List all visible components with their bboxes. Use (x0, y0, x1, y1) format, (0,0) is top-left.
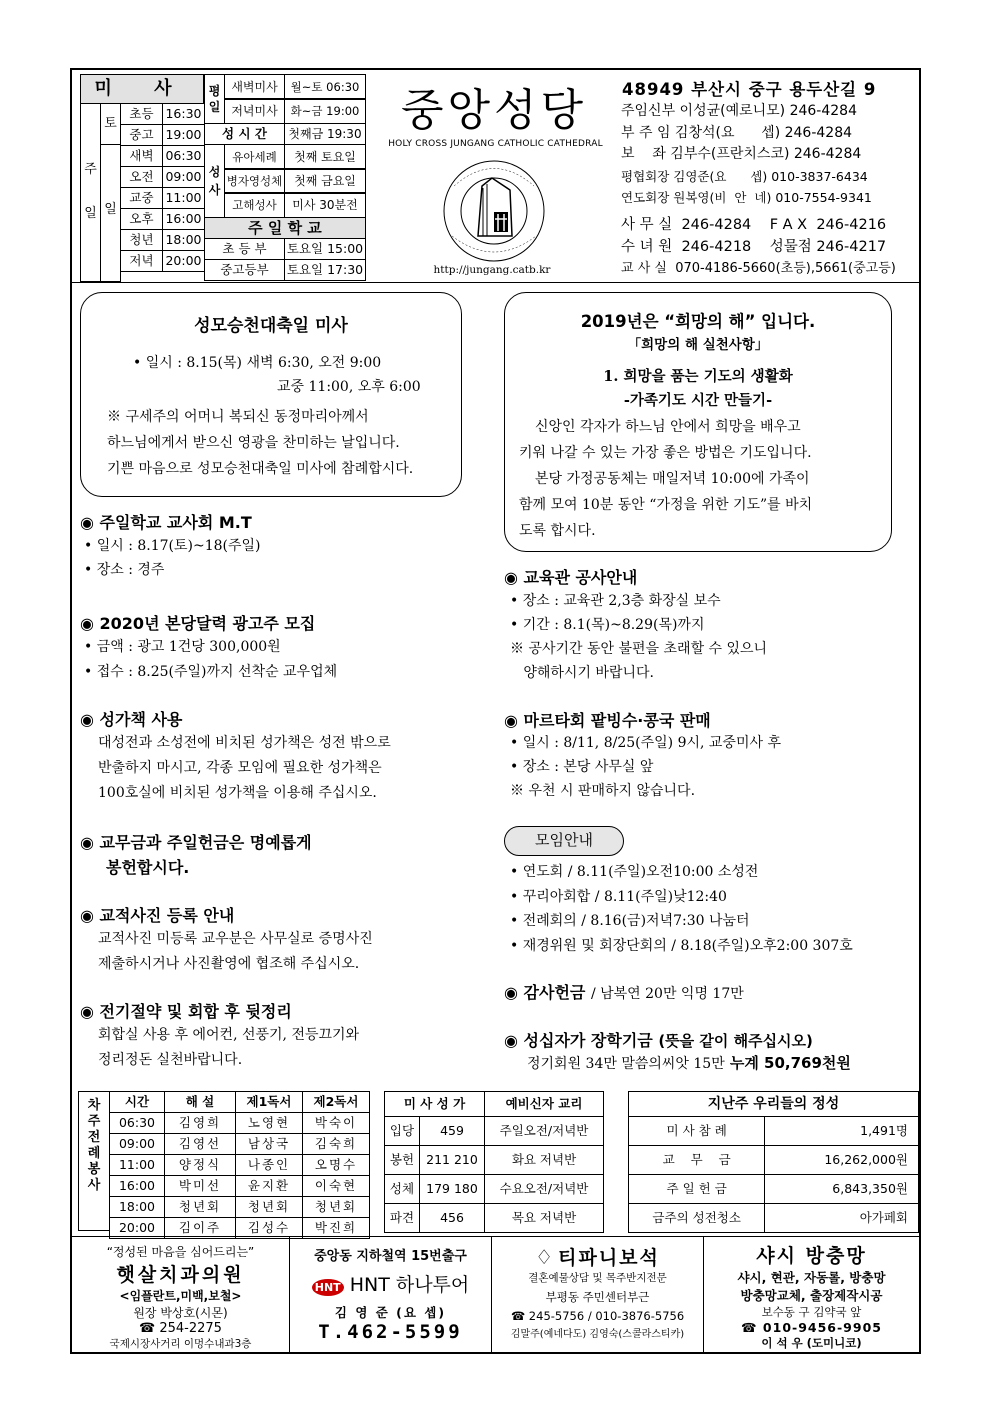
ad-window-title: 샤시 방충망 (756, 1245, 867, 1267)
bullet-icon: ◉ (504, 568, 524, 587)
bulletin-page (70, 68, 921, 1354)
hope-body-2: 키워 나갈 수 있는 가장 좋은 방법은 기도입니다. (519, 445, 812, 461)
service-cell: 남상국 (236, 1134, 303, 1155)
stats-cell: 주 일 헌 금 (629, 1175, 765, 1204)
section-teacher-mt-title: ◉ 주일학교 교사회 M.T (80, 513, 252, 532)
bullet-icon: ◉ (504, 983, 524, 1002)
header-divider (72, 282, 919, 283)
bullet-icon: ◉ (504, 711, 524, 730)
assumption-mass-box (80, 292, 462, 497)
section-teacher-mt-line-1: • 일시 : 8.17(토)~18(주일) (84, 538, 261, 554)
service-cell: 김성수 (236, 1218, 303, 1239)
assumption-line-2: 교중 11:00, 오후 6:00 (277, 379, 421, 395)
school-row-label: 중고등부 (204, 259, 285, 281)
service-cell: 이숙현 (303, 1176, 370, 1197)
meetings-label: 모임안내 (504, 826, 624, 856)
hope-item: 1. 희망을 품는 기도의 생활화 (603, 368, 793, 385)
section-hymnal-line-1: 대성전과 소성전에 비치된 성가책은 성전 밖으로 (98, 735, 391, 751)
office-contacts (621, 214, 921, 280)
weekday-row-time: 화~금 19:00 (284, 98, 366, 124)
website-url: http://jungang.catb.kr (433, 264, 551, 276)
school-row-time: 토요일 17:30 (284, 259, 366, 281)
staff-entry: 부 주 임 김창석(요 셉) 246-4284 (621, 124, 853, 141)
mass-row-time: 20:00 (162, 250, 205, 272)
section-teacher-mt-line-2: • 장소 : 경주 (84, 562, 165, 578)
service-cell: 11:00 (110, 1155, 165, 1176)
sunday-label-1: 주 (84, 162, 97, 177)
mass-row-time: 18:00 (162, 229, 205, 251)
hope-body-1: 신앙인 각자가 하느님 안에서 희망을 배우고 (535, 419, 801, 435)
office-contact: 사 무 실 246-4284 F A X 246-4216 (621, 217, 887, 233)
ads-row (72, 1236, 919, 1353)
bullet-icon: ◉ (80, 1002, 100, 1021)
adoration-label: 성 시 간 (204, 123, 285, 145)
service-cell: 노영현 (236, 1113, 303, 1134)
sunday-col (80, 103, 101, 282)
weekday-row-label: 저녁미사 (224, 98, 285, 124)
school-title: 주 일 학 교 (204, 217, 366, 239)
service-cell: 김이주 (165, 1218, 236, 1239)
section-calendar-line-1: • 금액 : 광고 1건당 300,000원 (84, 639, 281, 655)
stats-cell: 아가페회 (765, 1204, 919, 1233)
address: 48949 부산시 중구 용두산길 9 (622, 80, 877, 99)
mass-row-label: 오후 (120, 208, 163, 230)
ad-tiffany-jewelry (492, 1237, 704, 1352)
ad-dental-phone: ☎ 254-2275 (139, 1321, 222, 1336)
choir-cell: 화요 저녁반 (485, 1146, 604, 1175)
choir-catechism-table (384, 1091, 604, 1233)
section-construction-line-4: 양해하시기 바랍니다. (510, 665, 654, 681)
section-hymnal-line-2: 반출하지 마시고, 각종 모임에 필요한 성가책은 (98, 760, 382, 776)
ad-tiffany-desc: 결혼예물상담 및 목주반지전문 (528, 1272, 667, 1284)
choir-cell: 459 (420, 1117, 485, 1146)
stats-title: 지난주 우리들의 정성 (629, 1092, 919, 1117)
service-header: 제1독서 (236, 1092, 303, 1113)
bullet-icon: ◉ (80, 710, 100, 729)
ad-tiffany-title-row: ♢ 티파니보석 (535, 1245, 660, 1269)
section-construction-line-1: • 장소 : 교육관 2,3층 화장실 보수 (510, 593, 721, 609)
ad-window-screen (704, 1237, 919, 1352)
service-cell: 박미선 (165, 1176, 236, 1197)
ad-hanatour-location: 중앙동 지하철역 15번출구 (314, 1249, 467, 1264)
ad-hanatour (290, 1237, 492, 1352)
service-cell: 양정식 (165, 1155, 236, 1176)
ad-window-services: 샤시, 현관, 자동롤, 방충망 (737, 1270, 886, 1285)
sacrament-row-label: 유아세례 (224, 144, 285, 170)
bullet-icon: ◉ (80, 614, 100, 633)
section-construction-title: ◉ 교육관 공사안내 (504, 568, 638, 587)
mass-row-label: 저녁 (120, 250, 163, 272)
ad-dental-services: <임플란트,미백,보철> (119, 1289, 242, 1303)
stats-cell: 16,262,000원 (765, 1146, 919, 1175)
service-cell: 06:30 (110, 1113, 165, 1134)
choir-cell: 입당 (385, 1117, 420, 1146)
service-cell: 나종인 (236, 1155, 303, 1176)
ad-hanatour-agent: 김 영 준 (요 셉) (334, 1305, 447, 1320)
bullet-icon: ◉ (504, 1031, 524, 1050)
choir-cell: 수요오전/저녁반 (485, 1175, 604, 1204)
school-row-time: 토요일 15:00 (284, 238, 366, 260)
diamond-icon: ♢ (535, 1245, 554, 1269)
stats-cell: 6,843,350원 (765, 1175, 919, 1204)
choir-cell: 성체 (385, 1175, 420, 1204)
bullet-icon: ◉ (80, 906, 100, 925)
section-construction-line-2: • 기간 : 8.1(목)~8.29(목)까지 (510, 617, 705, 633)
bullet-icon: ◉ (80, 513, 100, 532)
meeting-item: • 연도회 / 8.11(주일)오전10:00 소성전 (510, 864, 759, 880)
service-cell: 오명수 (303, 1155, 370, 1176)
hope-year-box (504, 292, 892, 552)
staff-entry: 주임신부 이성균(예로니모) 246-4284 (621, 103, 857, 119)
hanatour-logo-icon: HNT (312, 1279, 344, 1296)
page-subtitle: HOLY CROSS JUNGANG CATHOLIC CATHEDRAL (388, 139, 603, 149)
offering-stats-table (628, 1091, 919, 1233)
mass-row-time: 06:30 (162, 145, 205, 167)
ad-tiffany-location: 부평동 주민센터부근 (545, 1290, 650, 1304)
ad-tiffany-phone: ☎ 245-5756 / 010-3876-5756 (510, 1309, 685, 1323)
ad-window-location: 보수동 구 김약국 앞 (761, 1305, 862, 1319)
section-hymnal-title: ◉ 성가책 사용 (80, 710, 183, 729)
meeting-item: • 전례회의 / 8.16(금)저녁7:30 나눔터 (510, 913, 750, 929)
stats-cell: 교 무 금 (629, 1146, 765, 1175)
mass-row-label: 오전 (120, 166, 163, 188)
choir-cell: 456 (420, 1204, 485, 1233)
service-cell: 김숙희 (303, 1134, 370, 1155)
stats-cell: 미 사 참 례 (629, 1117, 765, 1146)
assumption-line-1: • 일시 : 8.15(목) 새벽 6:30, 오전 9:00 (133, 355, 382, 371)
service-cell: 청년회 (236, 1197, 303, 1218)
ad-dental-tagline: “정성된 마음을 심어드리는” (106, 1245, 255, 1259)
sacrament-row-value: 미사 30분전 (284, 192, 366, 218)
choir-cell: 목요 저녁반 (485, 1204, 604, 1233)
mass-row-label: 청년 (120, 229, 163, 251)
section-martha-line-2: • 장소 : 본당 사무실 앞 (510, 759, 654, 775)
sacrament-label: 성 사 (204, 144, 225, 218)
sacrament-row-value: 첫째 토요일 (284, 144, 366, 170)
liturgy-service-table (78, 1091, 380, 1235)
choir-cell: 주일오전/저녁반 (485, 1117, 604, 1146)
staff-list (621, 101, 921, 209)
choir-cell: 봉헌 (385, 1146, 420, 1175)
staff-entry: 평협회장 김영준(요 셉) 010-3837-6434 (621, 168, 868, 184)
hope-item-2: -가족기도 시간 만들기- (623, 392, 773, 409)
service-cell: 김영선 (165, 1134, 236, 1155)
section-martha-line-1: • 일시 : 8/11, 8/25(주일) 9시, 교중미사 후 (510, 735, 781, 751)
service-cell: 09:00 (110, 1134, 165, 1155)
section-photo-title: ◉ 교적사진 등록 안내 (80, 906, 235, 925)
hope-body-3: 본당 가정공동체는 매일저녁 10:00에 가족이 (535, 471, 810, 487)
cathedral-seal-logo (434, 156, 554, 266)
ad-window-phone: ☎ 010-9456-9905 (741, 1320, 882, 1335)
school-row-label: 초 등 부 (204, 238, 285, 260)
hope-body-5: 도록 합시다. (519, 523, 596, 539)
weekday-row-label: 새벽미사 (224, 74, 285, 100)
weekday-label: 평 일 (204, 74, 225, 124)
mass-row-time: 19:00 (162, 124, 205, 146)
ad-hanatour-phone: T.462-5599 (318, 1321, 463, 1343)
section-offering-title: ◉ 교무금과 주일헌금은 명예롭게 (80, 833, 312, 852)
section-hymnal-line-3: 100호실에 비치된 성가책을 이용해 주십시오. (98, 785, 377, 801)
service-table (109, 1091, 370, 1239)
mass-title: 미 사 (80, 74, 204, 104)
catechism-header: 예비신자 교리 (485, 1092, 604, 1117)
stats-cell: 금주의 성전청소 (629, 1204, 765, 1233)
section-martha-line-3: ※ 우천 시 판매하지 않습니다. (510, 783, 696, 799)
service-cell: 윤지환 (236, 1176, 303, 1197)
assumption-line-5: 기쁜 마음으로 성모승천대축일 미사에 참례합시다. (107, 461, 414, 477)
section-calendar-title: ◉ 2020년 본당달력 광고주 모집 (80, 614, 316, 633)
service-cell: 16:00 (110, 1176, 165, 1197)
service-cell: 청년회 (303, 1197, 370, 1218)
mass-grid (80, 74, 366, 282)
meeting-item: • 꾸리아회합 / 8.11(주일)낮12:40 (510, 888, 727, 905)
ad-hanatour-logo: HNT HNT 하나투어 (290, 1270, 491, 1297)
stats-cell: 1,491명 (765, 1117, 919, 1146)
hope-title: 2019년은 “희망의 해” 입니다. (580, 312, 816, 331)
service-header: 제2독서 (303, 1092, 370, 1113)
section-energy-title: ◉ 전기절약 및 회합 후 뒷정리 (80, 1002, 292, 1021)
service-label: 차 주 전 례 봉 사 (78, 1091, 110, 1231)
office-contact: 수 녀 원 246-4218 성물점 246-4217 (621, 239, 887, 255)
office-contact: 교 사 실 070-4186-5660(초등),5661(중고등) (621, 261, 896, 276)
section-energy-line-1: 회합실 사용 후 에어컨, 선풍기, 전등끄기와 (98, 1027, 360, 1043)
assumption-line-4: 하느님에게서 받으신 영광을 찬미하는 날입니다. (107, 435, 400, 451)
choir-cell: 파견 (385, 1204, 420, 1233)
service-cell: 박숙이 (303, 1113, 370, 1134)
assumption-title: 성모승천대축일 미사 (194, 316, 348, 336)
section-martha-title: ◉ 마르타회 팥빙수·콩국 판매 (504, 711, 711, 730)
ad-dental-name: 햇살치과의원 (116, 1264, 245, 1286)
adoration-time: 첫째금 19:30 (284, 123, 366, 145)
sunday2-label: 일 (100, 144, 121, 282)
saturday-label: 토 (100, 103, 121, 145)
mass-row-label: 새벽 (120, 145, 163, 167)
hope-body-4: 함께 모여 10분 동안 “가정을 위한 기도”를 바치 (519, 497, 813, 513)
meeting-item: • 재경위원 및 회장단회의 / 8.18(주일)오후2:00 307호 (510, 937, 853, 954)
ad-window-services-2: 방충망교체, 출장제작시공 (740, 1288, 883, 1303)
section-photo-line-2: 제출하시거나 사진촬영에 협조해 주십시오. (98, 956, 360, 972)
choir-header: 미 사 성 가 (385, 1092, 485, 1117)
ad-dental-director: 원장 박상호(시몬) (133, 1306, 228, 1320)
mass-row-label: 교중 (120, 187, 163, 209)
staff-entry: 연도회장 원복영(비 안 네) 010-7554-9341 (621, 190, 872, 205)
scholarship-line: 정기회원 34만 말씀의씨앗 15만 누계 50,769천원 (527, 1054, 851, 1072)
section-energy-line-2: 정리정돈 실천바랍니다. (98, 1052, 243, 1068)
page-title: 중앙성당 (400, 85, 587, 136)
service-cell: 청년회 (165, 1197, 236, 1218)
assumption-line-3: ※ 구세주의 어머니 복되신 동정마리아께서 (107, 409, 369, 425)
ad-dental-clinic (72, 1237, 290, 1352)
meetings-list (510, 860, 920, 958)
bullet-icon: ◉ (80, 833, 100, 852)
scholarship-title: ◉ 성십자가 장학기금 (뜻을 같이 해주십시오) (504, 1031, 813, 1050)
weekday-row-time: 월~토 06:30 (284, 74, 366, 100)
section-photo-line-1: 교적사진 미등록 교우분은 사무실로 증명사진 (98, 931, 373, 947)
choir-cell: 179 180 (420, 1175, 485, 1204)
mass-row-time: 16:00 (162, 208, 205, 230)
mass-row-time: 09:00 (162, 166, 205, 188)
mass-row-time: 11:00 (162, 187, 205, 209)
service-cell: 18:00 (110, 1197, 165, 1218)
hope-subtitle: 「희망의 해 실천사항」 (627, 337, 769, 353)
sunday-label-2: 일 (84, 206, 97, 221)
staff-entry: 보 좌 김부수(프란치스코) 246-4284 (621, 146, 862, 162)
service-header: 해 설 (165, 1092, 236, 1113)
sacrament-row-value: 첫째 금요일 (284, 168, 366, 194)
thanks-title: ◉ 감사헌금 / 남복연 20만 익명 17만 (504, 983, 744, 1002)
service-cell: 김영희 (165, 1113, 236, 1134)
ad-dental-address: 국제시장사거리 이멍수내과3층 (109, 1338, 252, 1350)
ad-window-owner: 이 석 우 (도미니코) (761, 1336, 862, 1350)
service-header: 시간 (110, 1092, 165, 1113)
sacrament-row-label: 고해성사 (224, 192, 285, 218)
ad-tiffany-owners: 김말주(예네다도) 김영숙(스콜라스티카) (510, 1329, 685, 1340)
section-offering-title-2: 봉헌합시다. (106, 858, 190, 877)
choir-cell: 211 210 (420, 1146, 485, 1175)
sacrament-row-label: 병자영성체 (224, 168, 285, 194)
mass-row-time: 16:30 (162, 103, 205, 125)
section-calendar-line-2: • 접수 : 8.25(주일)까지 선착순 교우업체 (84, 664, 338, 680)
mass-row-label: 중고 (120, 124, 163, 146)
mass-row-label: 초등 (120, 103, 163, 125)
section-construction-line-3: ※ 공사기간 동안 불편을 초래할 수 있으니 (510, 641, 768, 657)
service-cell: 박진희 (303, 1218, 370, 1239)
service-cell: 20:00 (110, 1218, 165, 1239)
